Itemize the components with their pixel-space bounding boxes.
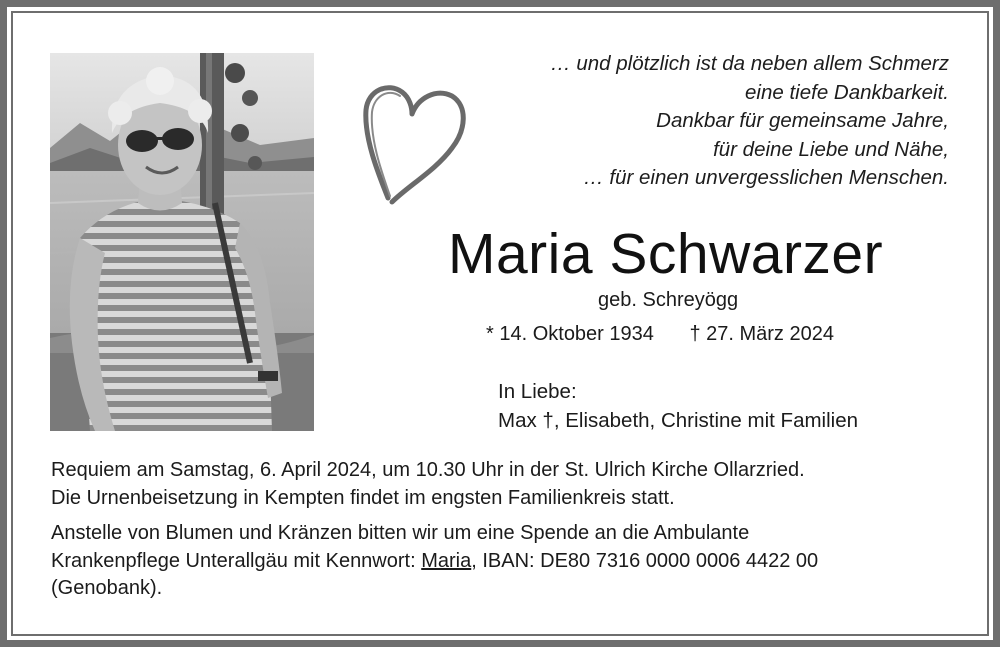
poem-line: … und plötzlich ist da neben allem Schmerz <box>550 52 949 75</box>
poem-line: eine tiefe Dankbarkeit. <box>745 80 949 104</box>
birth-date: * 14. Oktober 1934 <box>486 323 654 345</box>
birth-name: geb. Schreyögg <box>598 289 739 311</box>
death-date: † 27. März 2024 <box>689 323 834 345</box>
poem <box>469 50 949 193</box>
donation-bank: (Genobank). <box>51 577 163 599</box>
donation-line: Anstelle von Blumen und Kränzen bitten wir um eine Spende an die Ambulante <box>51 522 750 544</box>
paragraph-gap <box>51 512 956 520</box>
poem-line: Dankbar für gemeinsame Jahre, <box>656 109 949 133</box>
notice-text <box>51 457 956 603</box>
heart-icon <box>360 78 472 206</box>
requiem-line: Requiem am Samstag, 6. April 2024, um 10.30 Uhr in der St. Ulrich Kirche Ollarzried. <box>51 459 805 481</box>
donation-iban: , IBAN: DE80 7316 0000 0006 4422 00 <box>471 549 819 572</box>
donation-keyword-link[interactable]: Maria <box>421 549 472 572</box>
deceased-name: Maria Schwarzer <box>448 222 884 286</box>
life-dates <box>486 321 834 347</box>
burial-line: Die Urnenbeisetzung in Kempten findet im engsten Familienkreis statt. <box>51 486 675 509</box>
donation-prefix: Krankenpflege Unterallgäu mit Kennwort: <box>51 549 422 572</box>
donation-line <box>51 548 956 576</box>
poem-line: für deine Liebe und Nähe, <box>713 137 949 161</box>
family-names: Max †, Elisabeth, Christine mit Familien <box>498 409 859 432</box>
portrait-photo <box>50 53 314 431</box>
family-intro: In Liebe: <box>498 380 577 403</box>
family-block <box>498 377 858 435</box>
poem-line: … für einen unvergesslichen Menschen. <box>583 166 949 190</box>
